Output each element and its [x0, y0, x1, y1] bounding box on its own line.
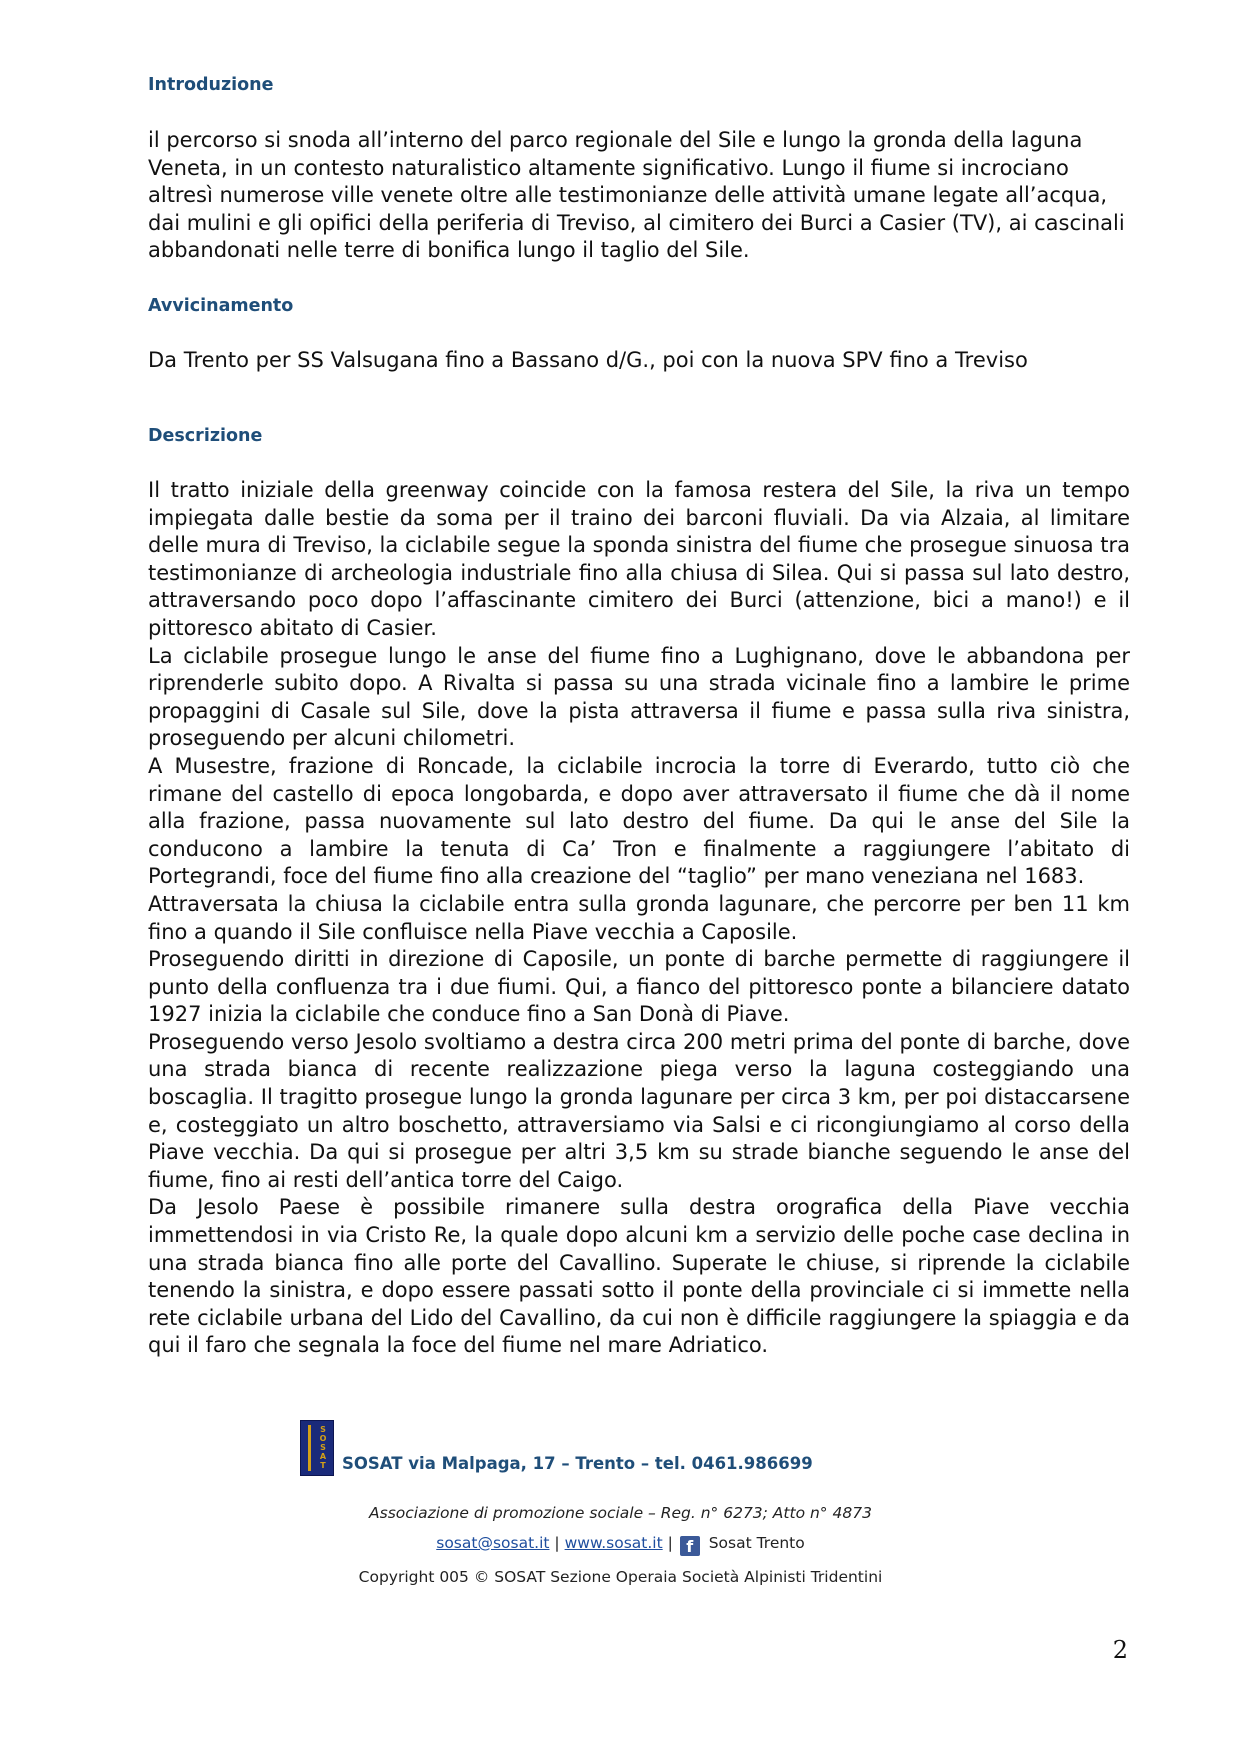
description-paragraph: La ciclabile prosegue lungo le anse del fiume fino a Lughignano, dove le abbandona per riprenderle subito dopo. A Rivalta si passa su una strada vicinale fino a lambire le prime propaggini di Casale sul Sile, dove la pista attraversa il fiume e passa sulla riva sinistra, proseguendo per alcuni chilometri. [148, 643, 1130, 751]
approach-text: Da Trento per SS Valsugana fino a Bassano d/G., poi con la nuova SPV fino a Treviso [148, 348, 1028, 372]
description-paragraph: Da Jesolo Paese è possibile rimanere sulla destra orografica della Piave vecchia immettendosi in via Cristo Re, la quale dopo alcuni km a servizio delle poche case declina in una strada bianca fino alle porte del Cavallino. Superate le chiuse, si riprende la ciclabile tenendo la sinistra, e dopo essere passati sotto il ponte della provinciale ci si immette nella rete ciclabile urbana del Lido del Cavallino, da cui non è difficile raggiungere la spiaggia e da qui il faro che segnala la foce del fiume nel mare Adriatico. [148, 1195, 1130, 1358]
description-paragraph: Il tratto iniziale della greenway coincide con la famosa restera del Sile, la riva un tempo impiegata dalle bestie da soma per il traino dei barconi fluviali. Da via Alzaia, al limitare delle mura di Treviso, la ciclabile segue la sponda sinistra del fiume che prosegue sinuosa tra testimonianze di archeologia industriale fino alla chiusa di Silea. Qui si passa sul lato destro, attraversando poco dopo l’affascinante cimitero dei Burci (attenzione, bici a mano!) e il pittoresco abitato di Casier. [148, 478, 1130, 640]
sosat-logo [300, 1420, 334, 1476]
description-paragraph: Proseguendo diritti in direzione di Caposile, un ponte di barche permette di raggiungere il punto della confluenza tra i due fiumi. Qui, a fianco del pittoresco ponte a bilanciere datato 1927 inizia la ciclabile che conduce fino a San Donà di Piave. [148, 947, 1130, 1027]
approach-paragraph [148, 347, 1130, 375]
copyright-notice: Copyright 005 © SOSAT Sezione Operaia Società Alpinisti Tridentini [358, 1568, 883, 1586]
footer-address: SOSAT via Malpaga, 17 – Trento – tel. 0461.986699 [342, 1454, 813, 1473]
logo-text: S O S A T [319, 1425, 327, 1470]
description-body [148, 477, 1130, 1360]
description-paragraph: A Musestre, frazione di Roncade, la ciclabile incrocia la torre di Everardo, tutto ciò che rimane del castello di epoca longobarda, e dopo aver attraversato il fiume che dà il nome alla frazione, passa nuovamente sul lato destro del fiume. Da qui le anse del Sile la conducono a lambire la tenuta di Ca’ Tron e finalmente a raggiungere l’abitato di Portegrandi, foce del fiume fino alla creazione del “taglio” per mano veneziana nel 1683. [148, 753, 1130, 889]
approach-heading: Avvicinamento [148, 296, 294, 316]
footer-links [0, 1534, 1241, 1556]
facebook-icon[interactable]: f [680, 1536, 700, 1556]
intro-paragraph [148, 127, 1130, 265]
email-link[interactable]: sosat@sosat.it [436, 1534, 550, 1552]
description-paragraph: Attraversata la chiusa la ciclabile entra sulla gronda lagunare, che percorre per ben 11 km fino a quando il Sile confluisce nella Piave vecchia a Caposile. [148, 891, 1130, 944]
link-separator: | [554, 1534, 560, 1552]
description-heading: Descrizione [148, 426, 263, 446]
description-paragraph: Proseguendo verso Jesolo svoltiamo a destra circa 200 metri prima del ponte di barche, dove una strada bianca di recente realizzazione piega verso la laguna costeggiando una boscaglia. Il tragitto prosegue lungo la gronda lagunare per circa 3 km, per poi distaccarsene e, costeggiato un altro boschetto, attraversiamo via Salsi e ci ricongiungiamo al corso della Piave vecchia. Da qui si prosegue per altri 3,5 km su strade bianche seguendo le anse del fiume, fino ai resti dell’antica torre del Caigo. [148, 1029, 1130, 1192]
ice-axe-mark [308, 1425, 311, 1471]
intro-text: il percorso si snoda all’interno del parco regionale del Sile e lungo la gronda della laguna Veneta, in un contesto naturalistico altamente significativo. Lungo il fiume si incrociano altresì numerose ville venete oltre alle testimonianze delle attività umane legate all’acqua, dai mulini e gli opifici della periferia di Treviso, al cimitero dei Burci a Casier (TV), ai cascinali abbandonati nelle terre di bonifica lungo il taglio del Sile. [148, 128, 1125, 263]
footer-address-row [300, 1420, 860, 1476]
website-link[interactable]: www.sosat.it [564, 1534, 663, 1552]
intro-heading: Introduzione [148, 75, 274, 95]
facebook-label[interactable]: Sosat Trento [708, 1534, 805, 1552]
page-number: 2 [1112, 1636, 1128, 1664]
link-separator: | [667, 1534, 673, 1552]
association-info: Associazione di promozione sociale – Reg. n° 6273; Atto n° 4873 [369, 1504, 872, 1522]
